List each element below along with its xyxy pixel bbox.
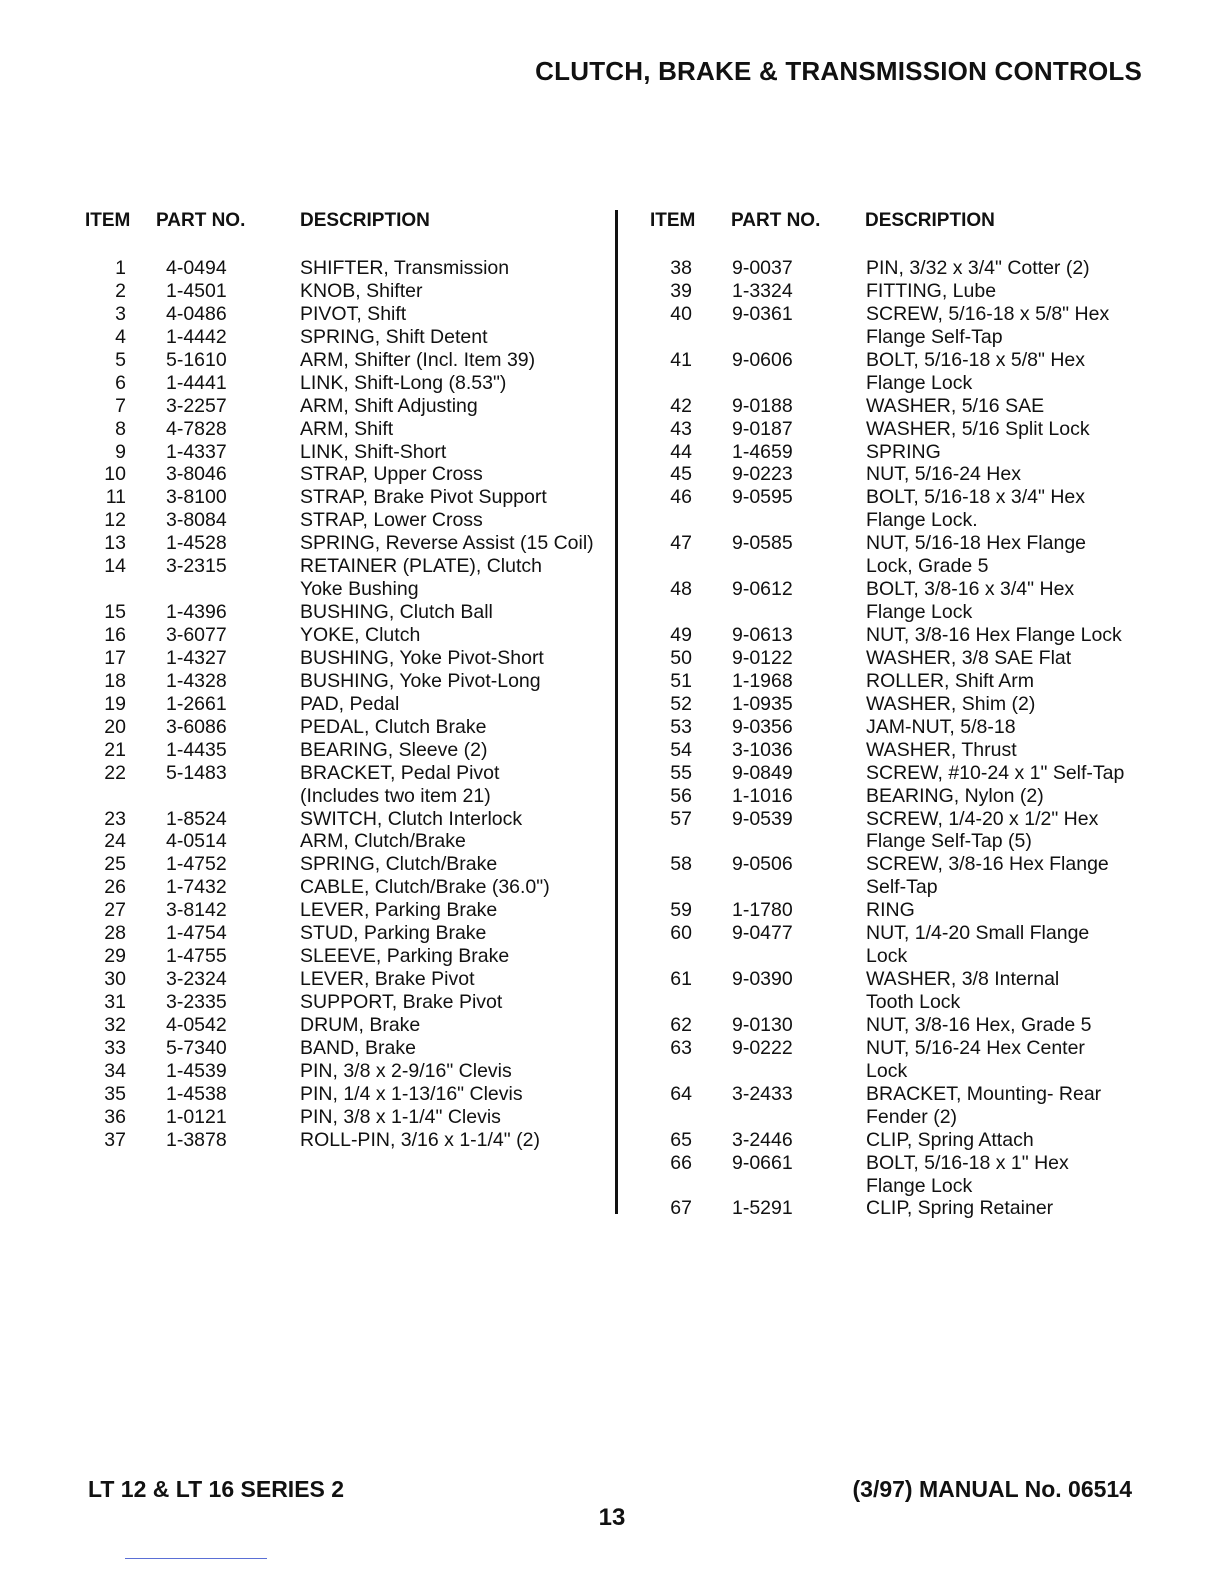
- part-description: Flange Lock.: [866, 509, 978, 532]
- item-number: 6: [115, 371, 126, 394]
- parts-row: [0, 532, 1156, 555]
- item-number: 15: [104, 601, 126, 624]
- part-description: Flange Self-Tap: [866, 325, 1003, 348]
- item-number: 47: [670, 532, 692, 555]
- item-number: 12: [104, 509, 126, 532]
- part-description: Fender (2): [866, 1105, 958, 1128]
- part-number: 1-4435: [166, 738, 227, 761]
- part-description: SWITCH, Clutch Interlock: [300, 807, 523, 830]
- part-number: 3-2335: [166, 991, 227, 1013]
- part-description: ARM, Shift Adjusting: [300, 394, 478, 417]
- part-description: SPRING, Clutch/Brake: [300, 853, 498, 876]
- right-parts-list: [0, 257, 1156, 1220]
- item-number: 66: [670, 1151, 692, 1174]
- item-number: 31: [104, 991, 126, 1013]
- parts-row: [0, 808, 1156, 831]
- part-number: 1-4337: [166, 440, 227, 463]
- item-number: [0, 1106, 692, 1129]
- part-description: SHIFTER, Transmission: [300, 257, 510, 279]
- part-description: STUD, Parking Brake: [300, 922, 487, 945]
- item-number: 64: [670, 1082, 692, 1105]
- part-description: ARM, Shifter (Incl. Item 39): [300, 348, 536, 371]
- parts-row: [0, 555, 1156, 578]
- item-number: 26: [104, 876, 126, 899]
- part-description: Lock: [866, 1059, 908, 1082]
- parts-row: [0, 670, 1156, 693]
- parts-row: [0, 785, 1156, 808]
- parts-row: [0, 257, 1156, 280]
- item-number: 63: [670, 1036, 692, 1059]
- parts-row: [0, 486, 1156, 509]
- item-number: 23: [104, 807, 126, 830]
- part-number: [692, 991, 866, 1014]
- part-description: DRUM, Brake: [300, 1013, 421, 1036]
- part-description: Yoke Bushing: [300, 578, 419, 601]
- part-description: PEDAL, Clutch Brake: [300, 715, 487, 738]
- item-number: 20: [104, 715, 126, 738]
- part-description: ROLL-PIN, 3/16 x 1-1/4" (2): [300, 1128, 540, 1151]
- item-number: 14: [104, 555, 126, 578]
- left-header-part-no: PART NO.: [156, 210, 246, 231]
- item-number: 53: [670, 715, 692, 738]
- part-description: BAND, Brake: [300, 1036, 416, 1059]
- part-description: CABLE, Clutch/Brake (36.0"): [300, 876, 550, 899]
- parts-row: [0, 716, 1156, 739]
- part-description: Lock, Grade 5: [866, 555, 989, 578]
- part-description: ARM, Shift: [300, 417, 394, 440]
- part-description: ARM, Clutch/Brake: [300, 830, 466, 853]
- item-number: 16: [104, 624, 126, 646]
- item-number: 61: [670, 968, 692, 991]
- item-number: [0, 1175, 692, 1198]
- item-number: [0, 945, 692, 968]
- part-number: 1-4755: [166, 945, 227, 968]
- item-number: 32: [104, 1013, 126, 1036]
- footer-model: LT 12 & LT 16 SERIES 2: [88, 1476, 345, 1502]
- part-number: 3-2433: [732, 1082, 793, 1105]
- item-number: 40: [670, 302, 692, 325]
- item-number: 25: [104, 853, 126, 876]
- item-number: 46: [670, 486, 692, 509]
- part-number: 1-4501: [166, 279, 227, 302]
- part-description: NUT, 5/16-24 Hex: [866, 463, 1021, 486]
- part-description: SPRING, Reverse Assist (15 Coil): [300, 532, 594, 555]
- part-description: NUT, 3/8-16 Hex Flange Lock: [866, 624, 1122, 646]
- parts-row: [0, 372, 1156, 395]
- part-description: LEVER, Brake Pivot: [300, 968, 475, 991]
- part-number: 1-3324: [732, 279, 793, 302]
- part-description: LEVER, Parking Brake: [300, 899, 498, 922]
- parts-row: [0, 762, 1156, 785]
- part-description: SCREW, #10-24 x 1" Self-Tap: [866, 761, 1125, 784]
- part-number: 9-0356: [732, 715, 793, 738]
- item-number: 1: [115, 257, 126, 279]
- item-number: 24: [104, 830, 126, 853]
- item-number: 41: [670, 348, 692, 371]
- part-number: [692, 555, 866, 578]
- part-description: PIN, 3/8 x 1-1/4" Clevis: [300, 1105, 501, 1128]
- parts-row: [0, 968, 1156, 991]
- part-description: NUT, 5/16-18 Hex Flange: [866, 532, 1087, 555]
- item-number: 44: [670, 440, 692, 463]
- item-number: 55: [670, 761, 692, 784]
- parts-row: [0, 395, 1156, 418]
- part-number: 5-7340: [166, 1036, 227, 1059]
- item-number: 54: [670, 738, 692, 761]
- part-description: RING: [866, 899, 915, 922]
- part-number: 1-7432: [166, 876, 227, 899]
- item-number: [0, 830, 692, 853]
- part-number: [692, 509, 866, 532]
- part-description: BEARING, Nylon (2): [866, 784, 1044, 807]
- item-number: [0, 372, 692, 395]
- part-description: YOKE, Clutch: [300, 624, 421, 646]
- item-number: 5: [115, 348, 126, 371]
- part-description: SLEEVE, Parking Brake: [300, 945, 510, 968]
- part-number: 3-2446: [732, 1128, 793, 1151]
- footer-manual: (3/97) MANUAL No. 06514: [852, 1476, 1132, 1502]
- item-number: 21: [104, 738, 126, 761]
- item-number: 45: [670, 463, 692, 486]
- part-number: 4-0486: [166, 302, 227, 325]
- item-number: 22: [104, 761, 126, 784]
- parts-row: [0, 830, 1156, 853]
- part-number: 1-0935: [732, 692, 793, 715]
- part-number: 4-0542: [166, 1013, 227, 1036]
- part-number: 4-0494: [166, 257, 227, 279]
- part-description: BEARING, Sleeve (2): [300, 738, 488, 761]
- item-number: 36: [104, 1105, 126, 1128]
- part-description: WASHER, 5/16 Split Lock: [866, 417, 1090, 440]
- item-number: 51: [670, 669, 692, 692]
- part-number: 9-0361: [732, 302, 793, 325]
- parts-row: [0, 991, 1156, 1014]
- part-description: LINK, Shift-Long (8.53"): [300, 371, 507, 394]
- parts-row: [0, 326, 1156, 349]
- part-number: 1-4328: [166, 669, 227, 692]
- divider-line: [125, 1558, 267, 1559]
- part-number: 5-1610: [166, 348, 227, 371]
- parts-row: [0, 418, 1156, 441]
- parts-row: [0, 1129, 1156, 1152]
- part-description: Flange Self-Tap (5): [866, 830, 1032, 853]
- part-number: 4-0514: [166, 830, 227, 853]
- item-number: 19: [104, 692, 126, 715]
- part-description: STRAP, Lower Cross: [300, 509, 483, 532]
- item-number: 13: [104, 532, 126, 555]
- part-number: 3-2257: [166, 394, 227, 417]
- part-description: KNOB, Shifter: [300, 279, 423, 302]
- part-description: PIN, 3/8 x 2-9/16" Clevis: [300, 1059, 512, 1082]
- part-number: 3-6086: [166, 715, 227, 738]
- right-header-part-no: PART NO.: [731, 210, 821, 231]
- part-description: Flange Lock: [866, 601, 973, 624]
- part-number: 3-8100: [166, 486, 227, 509]
- part-description: BRACKET, Mounting- Rear: [866, 1082, 1102, 1105]
- part-description: NUT, 3/8-16 Hex, Grade 5: [866, 1013, 1092, 1036]
- part-number: [692, 1060, 866, 1083]
- parts-row: [0, 1152, 1156, 1175]
- item-number: 29: [104, 945, 126, 968]
- right-header-description: DESCRIPTION: [865, 210, 995, 231]
- part-description: PIN, 1/4 x 1-13/16" Clevis: [300, 1082, 523, 1105]
- part-description: Lock: [866, 945, 908, 968]
- item-number: 39: [670, 279, 692, 302]
- part-number: 9-0661: [732, 1151, 793, 1174]
- part-number: 4-7828: [166, 417, 227, 440]
- parts-row: [0, 647, 1156, 670]
- part-description: PAD, Pedal: [300, 692, 400, 715]
- part-number: 1-8524: [166, 807, 227, 830]
- parts-row: [0, 1175, 1156, 1198]
- part-number: 1-4442: [166, 325, 227, 348]
- page-number: 13: [598, 1504, 626, 1531]
- part-description: SCREW, 1/4-20 x 1/2" Hex: [866, 807, 1099, 830]
- part-description: STRAP, Upper Cross: [300, 463, 483, 486]
- part-number: 5-1483: [166, 761, 227, 784]
- part-number: 1-4441: [166, 371, 227, 394]
- item-number: 30: [104, 968, 126, 991]
- part-description: SCREW, 5/16-18 x 5/8" Hex: [866, 302, 1110, 325]
- item-number: [0, 991, 692, 1014]
- item-number: 9: [115, 440, 126, 463]
- part-number: 9-0849: [732, 761, 793, 784]
- parts-row: [0, 601, 1156, 624]
- part-description: SCREW, 3/8-16 Hex Flange: [866, 853, 1109, 876]
- part-number: 1-4327: [166, 646, 227, 669]
- part-number: 3-8046: [166, 463, 227, 486]
- part-number: 3-8084: [166, 509, 227, 532]
- item-number: 35: [104, 1082, 126, 1105]
- part-description: FITTING, Lube: [866, 279, 997, 302]
- item-number: 8: [115, 417, 126, 440]
- left-header-description: DESCRIPTION: [300, 210, 430, 231]
- item-number: 34: [104, 1059, 126, 1082]
- part-description: CLIP, Spring Retainer: [866, 1197, 1054, 1220]
- parts-row: [0, 303, 1156, 326]
- part-description: CLIP, Spring Attach: [866, 1128, 1034, 1151]
- item-number: 65: [670, 1128, 692, 1151]
- part-number: 9-0613: [732, 624, 793, 646]
- parts-row: [0, 1083, 1156, 1106]
- parts-row: [0, 509, 1156, 532]
- part-number: 1-1780: [732, 899, 793, 922]
- item-number: 28: [104, 922, 126, 945]
- part-number: [692, 876, 866, 899]
- part-number: [692, 601, 866, 624]
- part-number: 9-0188: [732, 394, 793, 417]
- part-description: Flange Lock: [866, 1174, 973, 1197]
- part-number: [692, 326, 866, 349]
- item-number: 52: [670, 692, 692, 715]
- part-number: 9-0187: [732, 417, 793, 440]
- item-number: [0, 601, 692, 624]
- part-description: RETAINER (PLATE), Clutch: [300, 555, 542, 578]
- part-description: STRAP, Brake Pivot Support: [300, 486, 547, 509]
- parts-row: [0, 739, 1156, 762]
- part-description: WASHER, 3/8 SAE Flat: [866, 646, 1072, 669]
- parts-row: [0, 899, 1156, 922]
- item-number: 37: [104, 1128, 126, 1151]
- part-description: BUSHING, Yoke Pivot-Long: [300, 669, 541, 692]
- parts-row: [0, 441, 1156, 464]
- part-number: 9-0612: [732, 578, 793, 601]
- part-number: 1-0121: [166, 1105, 227, 1128]
- part-number: 9-0506: [732, 853, 793, 876]
- part-description: BOLT, 5/16-18 x 1" Hex: [866, 1151, 1069, 1174]
- item-number: 11: [105, 486, 126, 509]
- part-number: 3-8142: [166, 899, 227, 922]
- parts-row: [0, 1060, 1156, 1083]
- part-description: Flange Lock: [866, 371, 973, 394]
- part-number: [692, 372, 866, 395]
- item-number: 7: [115, 394, 126, 417]
- item-number: 38: [670, 257, 692, 279]
- part-number: 3-2315: [166, 555, 227, 578]
- item-number: 43: [670, 417, 692, 440]
- parts-row: [0, 693, 1156, 716]
- part-number: [692, 830, 866, 853]
- parts-row: [0, 1014, 1156, 1037]
- item-number: 59: [670, 899, 692, 922]
- part-number: 9-0222: [732, 1036, 793, 1059]
- part-number: 1-1968: [732, 669, 793, 692]
- item-number: 10: [104, 463, 126, 486]
- part-number: 1-4659: [732, 440, 793, 463]
- part-number: 1-4528: [166, 532, 227, 555]
- item-number: 17: [104, 646, 126, 669]
- item-number: 49: [670, 624, 692, 646]
- part-number: 9-0595: [732, 486, 793, 509]
- part-number: 9-0122: [732, 646, 793, 669]
- part-number: 9-0606: [732, 348, 793, 371]
- item-number: 57: [670, 807, 692, 830]
- page-title: CLUTCH, BRAKE & TRANSMISSION CONTROLS: [535, 56, 1142, 86]
- item-number: [0, 326, 692, 349]
- item-number: 27: [104, 899, 126, 922]
- part-description: NUT, 1/4-20 Small Flange: [866, 922, 1090, 945]
- part-number: [692, 945, 866, 968]
- item-number: [0, 509, 692, 532]
- part-description: SUPPORT, Brake Pivot: [300, 991, 503, 1013]
- part-description: SPRING: [866, 440, 941, 463]
- part-number: 9-0223: [732, 463, 793, 486]
- part-description: LINK, Shift-Short: [300, 440, 447, 463]
- part-number: 9-0539: [732, 807, 793, 830]
- parts-row: [0, 349, 1156, 372]
- part-number: [692, 1175, 866, 1198]
- right-header-item: ITEM: [650, 210, 696, 231]
- part-number: [692, 1106, 866, 1129]
- part-description: Tooth Lock: [866, 991, 961, 1013]
- part-number: 9-0037: [732, 257, 793, 279]
- parts-row: [0, 1106, 1156, 1129]
- part-number: 1-4396: [166, 601, 227, 624]
- part-description: BUSHING, Clutch Ball: [300, 601, 493, 624]
- part-number: 9-0477: [732, 922, 793, 945]
- part-number: 3-1036: [732, 738, 793, 761]
- part-description: Self-Tap: [866, 876, 938, 899]
- parts-row: [0, 853, 1156, 876]
- item-number: 48: [670, 578, 692, 601]
- item-number: 56: [670, 784, 692, 807]
- part-number: 1-3878: [166, 1128, 227, 1151]
- parts-row: [0, 945, 1156, 968]
- part-description: (Includes two item 21): [300, 784, 491, 807]
- item-number: 2: [115, 279, 126, 302]
- item-number: 3: [115, 302, 126, 325]
- part-description: BOLT, 5/16-18 x 5/8" Hex: [866, 348, 1086, 371]
- part-number: 1-4538: [166, 1082, 227, 1105]
- item-number: 42: [670, 394, 692, 417]
- item-number: 4: [115, 325, 126, 348]
- part-description: ROLLER, Shift Arm: [866, 669, 1034, 692]
- part-description: BOLT, 3/8-16 x 3/4" Hex: [866, 578, 1075, 601]
- parts-row: [0, 922, 1156, 945]
- item-number: [0, 1060, 692, 1083]
- left-header-item: ITEM: [85, 210, 131, 231]
- part-description: NUT, 5/16-24 Hex Center: [866, 1036, 1085, 1059]
- part-number: 1-4752: [166, 853, 227, 876]
- part-number: 9-0130: [732, 1013, 793, 1036]
- part-number: 1-4539: [166, 1059, 227, 1082]
- part-description: BOLT, 5/16-18 x 3/4" Hex: [866, 486, 1086, 509]
- part-description: WASHER, Shim (2): [866, 692, 1036, 715]
- part-number: 3-2324: [166, 968, 227, 991]
- part-description: SPRING, Shift Detent: [300, 325, 488, 348]
- item-number: 50: [670, 646, 692, 669]
- part-description: PIVOT, Shift: [300, 302, 407, 325]
- part-number: 1-5291: [732, 1197, 793, 1220]
- item-number: 33: [104, 1036, 126, 1059]
- item-number: 62: [670, 1013, 692, 1036]
- part-number: 9-0585: [732, 532, 793, 555]
- item-number: 67: [670, 1197, 692, 1220]
- part-description: JAM-NUT, 5/8-18: [866, 715, 1016, 738]
- parts-row: [0, 876, 1156, 899]
- item-number: 60: [670, 922, 692, 945]
- parts-row: [0, 624, 1156, 647]
- part-description: WASHER, 3/8 Internal: [866, 968, 1060, 991]
- part-description: PIN, 3/32 x 3/4" Cotter (2): [866, 257, 1090, 279]
- part-number: 9-0390: [732, 968, 793, 991]
- item-number: [0, 876, 692, 899]
- part-description: BRACKET, Pedal Pivot: [300, 761, 500, 784]
- part-number: 1-2661: [166, 692, 227, 715]
- parts-row: [0, 463, 1156, 486]
- part-number: 3-6077: [166, 624, 227, 646]
- item-number: [0, 555, 692, 578]
- part-number: 1-1016: [732, 784, 793, 807]
- item-number: 58: [670, 853, 692, 876]
- part-description: WASHER, 5/16 SAE: [866, 394, 1045, 417]
- part-description: BUSHING, Yoke Pivot-Short: [300, 646, 544, 669]
- parts-row: [0, 1197, 1156, 1220]
- parts-row: [0, 578, 1156, 601]
- part-description: WASHER, Thrust: [866, 738, 1017, 761]
- parts-row: [0, 280, 1156, 303]
- part-number: 1-4754: [166, 922, 227, 945]
- item-number: 18: [104, 669, 126, 692]
- parts-row: [0, 1037, 1156, 1060]
